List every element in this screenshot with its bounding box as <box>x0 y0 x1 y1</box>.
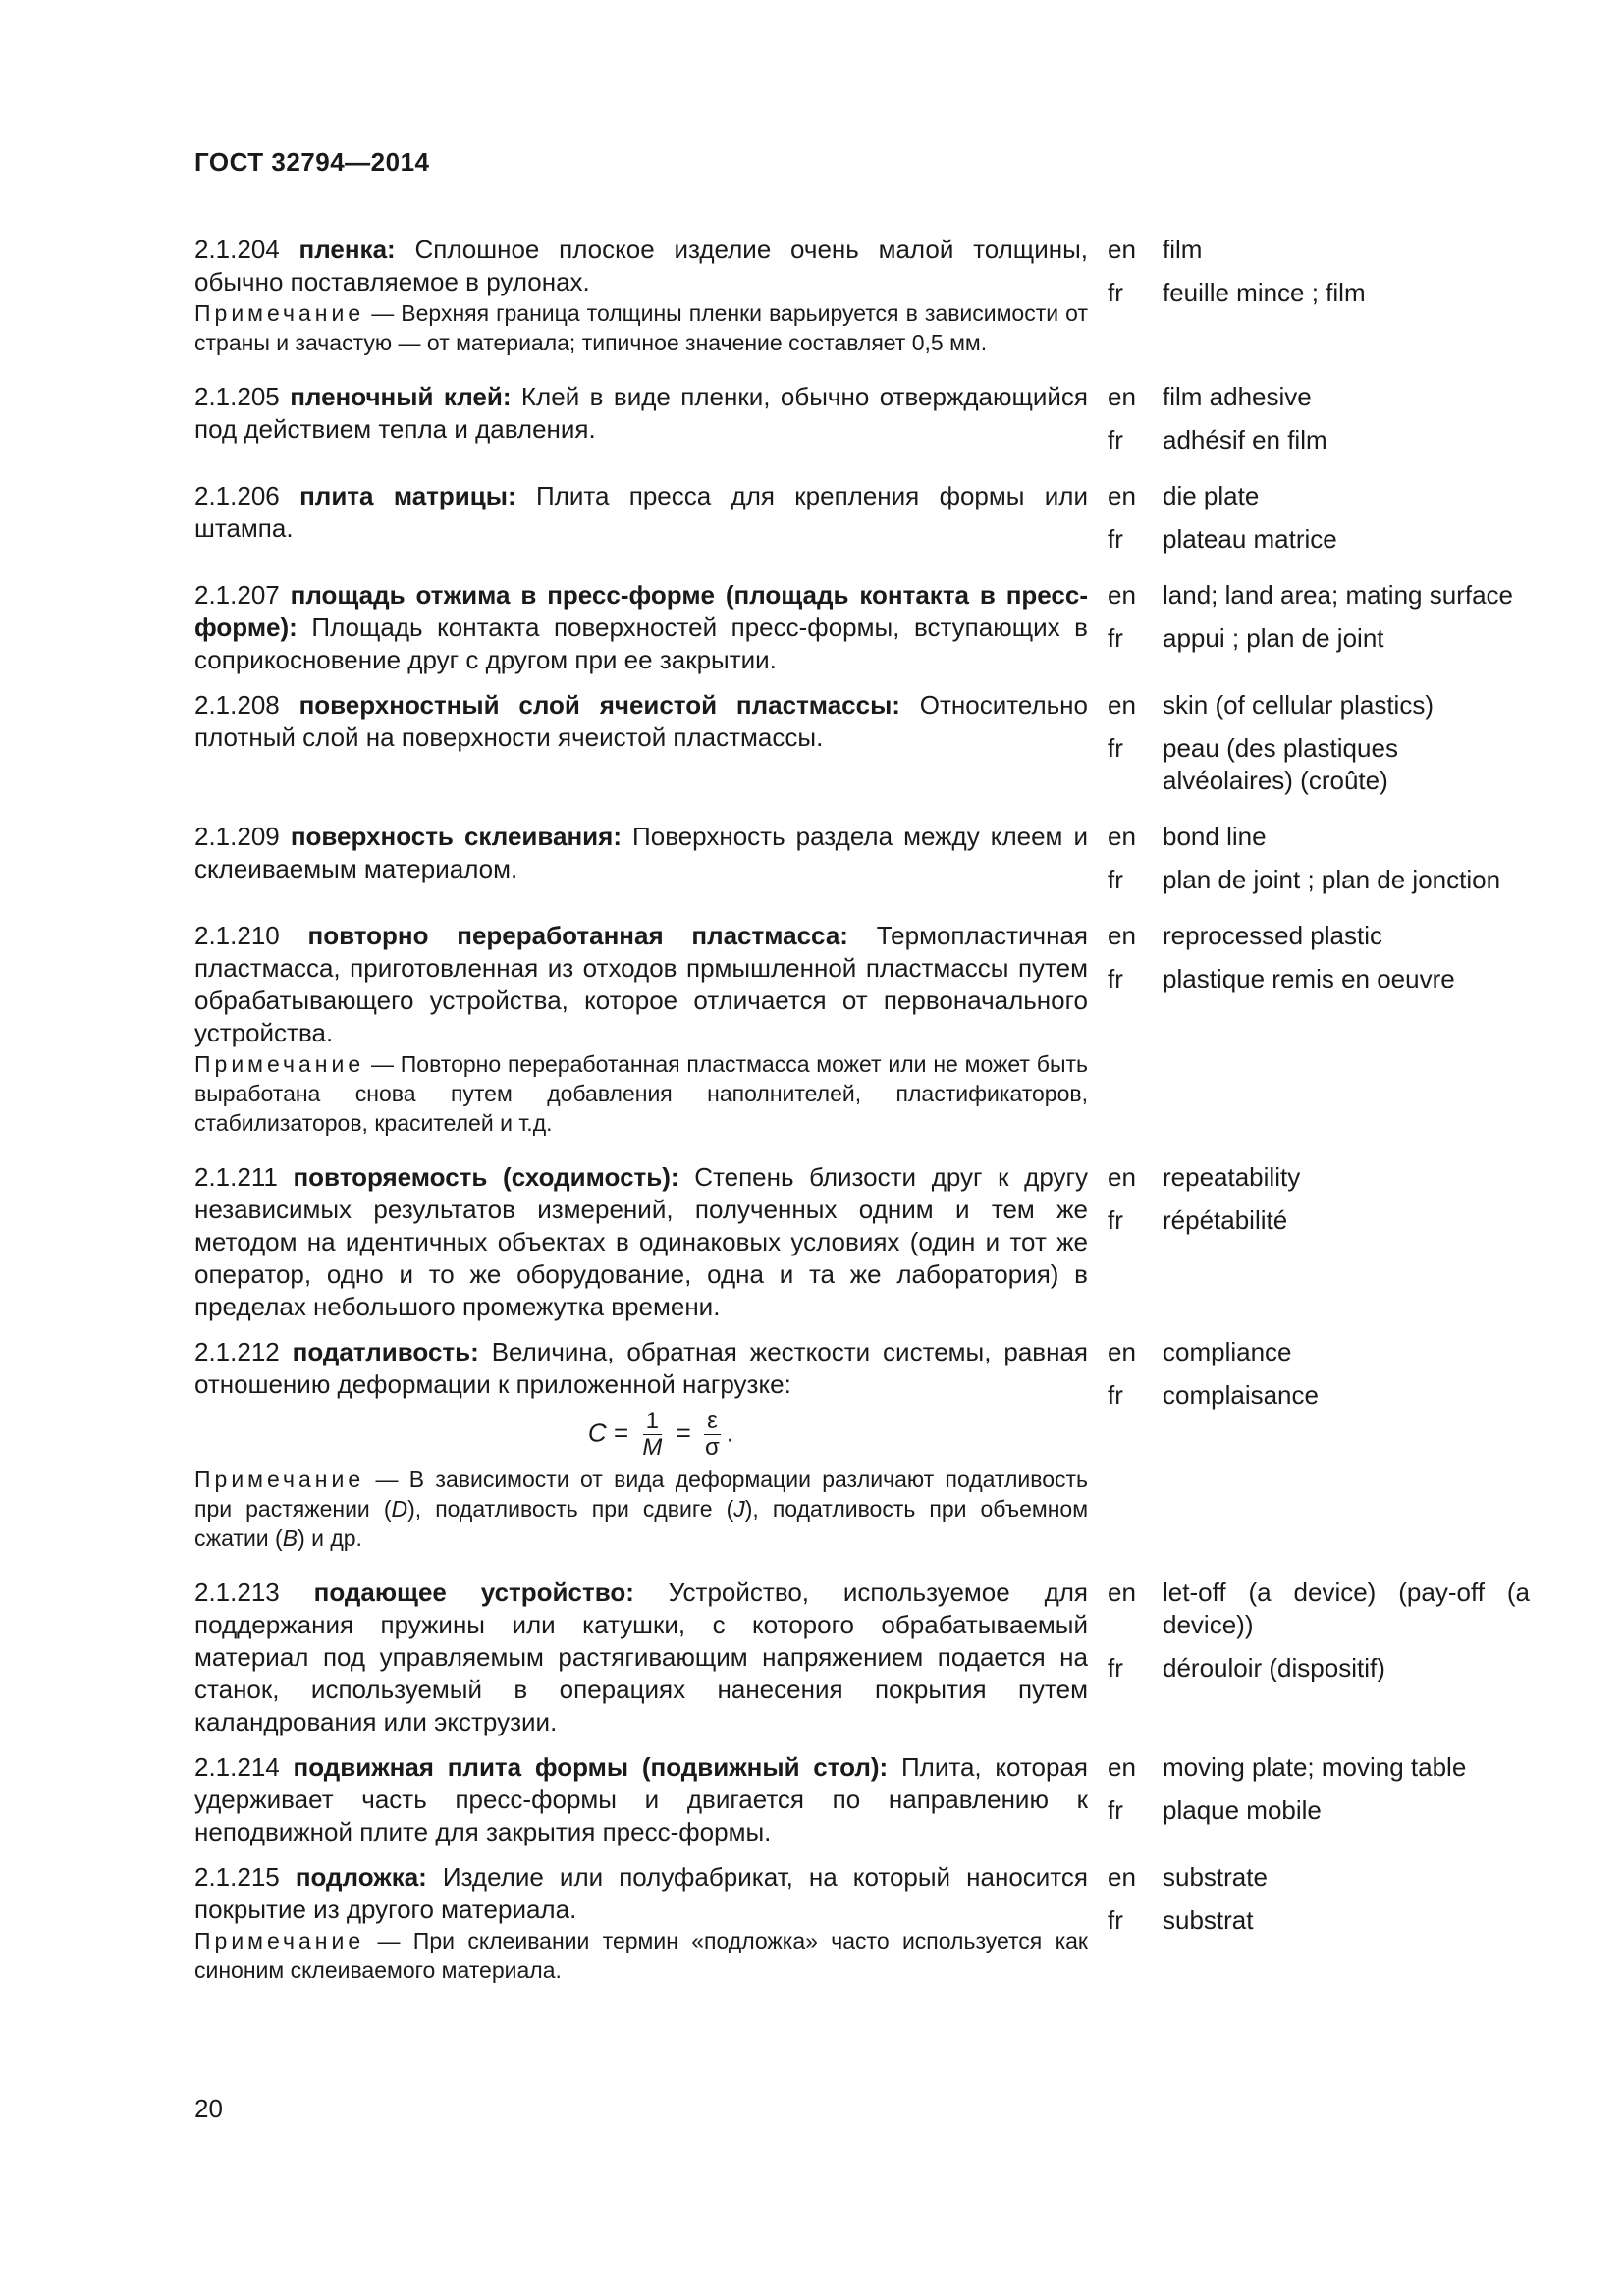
definition-column <box>194 234 1088 357</box>
definition-column <box>194 920 1088 1138</box>
definition-column <box>194 579 1088 676</box>
equivalents-column <box>1108 1161 1530 1248</box>
formula-equals: = <box>613 1417 629 1448</box>
lang-code: fr <box>1108 1905 1123 1935</box>
note-text: ) и др. <box>298 1525 362 1551</box>
equivalent-term: peau (des plastiques alvéolaires) (croûte) <box>1163 733 1398 795</box>
term-number: 2.1.210 <box>194 921 280 950</box>
definition-column <box>194 381 1088 446</box>
equivalents-column <box>1108 480 1530 566</box>
note <box>194 1049 1088 1138</box>
equivalents-column <box>1108 1861 1530 1948</box>
term-number: 2.1.213 <box>194 1577 280 1607</box>
equivalents-column <box>1108 579 1530 666</box>
equivalent-en <box>1108 821 1530 853</box>
note-text: ), податливость при сдвиге ( <box>407 1496 734 1522</box>
equivalent-term: feuille mince ; film <box>1163 278 1366 307</box>
lang-code: en <box>1108 690 1136 720</box>
term-entry-2-1-206 <box>194 480 1530 566</box>
note-variable: D <box>391 1496 408 1522</box>
equivalent-term: adhésif en film <box>1163 425 1327 454</box>
note-text: — При склеивании термин «подложка» часто используется как синоним склеиваемого материала. <box>194 1928 1088 1983</box>
equivalent-term: complaisance <box>1163 1380 1319 1410</box>
equivalent-fr <box>1108 277 1530 309</box>
term-entry-2-1-210 <box>194 920 1530 1138</box>
note-label: Примечание <box>194 300 365 326</box>
term-name: повторно переработанная пластмасса: <box>307 921 848 950</box>
lang-code: fr <box>1108 1205 1123 1235</box>
lang-code: fr <box>1108 1795 1123 1825</box>
equivalents-column <box>1108 1576 1530 1695</box>
equivalents-column <box>1108 381 1530 467</box>
term-number: 2.1.205 <box>194 382 280 411</box>
lang-code: en <box>1108 822 1136 851</box>
definition-column <box>194 689 1088 754</box>
definition-text <box>194 920 1088 1049</box>
note-label: Примечание <box>194 1051 365 1077</box>
equivalent-term: repeatability <box>1163 1162 1301 1192</box>
lang-code: fr <box>1108 865 1123 894</box>
definition-text <box>194 1861 1088 1926</box>
equivalent-term: compliance <box>1163 1337 1292 1366</box>
definition-text <box>194 1161 1088 1323</box>
term-name: повторяемость (сходимость): <box>293 1162 679 1192</box>
term-entry-2-1-204 <box>194 234 1530 357</box>
equivalent-fr <box>1108 732 1530 797</box>
term-number: 2.1.206 <box>194 481 280 510</box>
equivalent-en <box>1108 1861 1530 1894</box>
equivalents-column <box>1108 234 1530 320</box>
equivalent-term: plastique remis en oeuvre <box>1163 964 1455 993</box>
definition-text <box>194 1751 1088 1848</box>
equivalent-term: reprocessed plastic <box>1163 921 1382 950</box>
lang-code: fr <box>1108 425 1123 454</box>
equivalent-fr <box>1108 1794 1530 1827</box>
term-name: подающее устройство: <box>313 1577 634 1607</box>
term-entry-2-1-214 <box>194 1751 1530 1848</box>
term-number: 2.1.215 <box>194 1862 280 1892</box>
term-definition: Поверхность раздела между клеем и склеиваемым материалом. <box>194 822 1088 883</box>
note-text: — Верхняя граница толщины пленки варьируется в зависимости от страны и зачастую — от материала; типичное значение составляет 0,5 мм. <box>194 300 1088 355</box>
definition-column <box>194 1161 1088 1323</box>
term-name: подвижная плита формы (подвижный стол): <box>293 1752 889 1782</box>
term-definition: Относительно плотный слой на поверхности ячеистой пластмассы. <box>194 690 1088 752</box>
fraction-numerator: ε <box>704 1409 721 1435</box>
term-number: 2.1.209 <box>194 822 280 851</box>
term-definition: Степень близости друг к другу независимых результатов измерений, полученных одним и тем же методом на идентичных объектах в одинаковых условиях (один и тот же оператор, одно и то же оборудование, одна и та же лаборатория) в пределах небольшого промежутка времени. <box>194 1162 1088 1321</box>
equivalent-term: land; land area; mating surface <box>1163 580 1513 610</box>
equivalent-en <box>1108 1751 1530 1784</box>
note-text: ), податливость при объемном сжатии ( <box>194 1496 1089 1551</box>
equivalents-column <box>1108 1336 1530 1422</box>
term-entry-2-1-215 <box>194 1861 1530 1985</box>
equivalent-fr <box>1108 963 1530 995</box>
term-number: 2.1.212 <box>194 1337 280 1366</box>
definition-column <box>194 821 1088 885</box>
term-definition: Устройство, используемое для поддержания пружины или катушки, с которого обрабатываемый материал под управляемым растягивающим напряжением подается на станок, используемый в операциях нанесения покрытия путем каландрования или экструзии. <box>194 1577 1088 1736</box>
lang-code: en <box>1108 1162 1136 1192</box>
equivalent-en <box>1108 480 1530 512</box>
definition-column <box>194 1751 1088 1848</box>
terms-list <box>194 234 1530 1985</box>
equivalent-term: appui ; plan de joint <box>1163 623 1384 653</box>
definition-text <box>194 1336 1088 1401</box>
term-definition: Термопластичная пластмасса, приготовленная из отходов прмышленной пластмассы путем обрабатывающего устройства, которое отличается от первоначального устройства. <box>194 921 1088 1047</box>
equivalent-en <box>1108 689 1530 721</box>
lang-code: fr <box>1108 1380 1123 1410</box>
equivalent-term: substrat <box>1163 1905 1254 1935</box>
lang-code: en <box>1108 580 1136 610</box>
term-entry-2-1-205 <box>194 381 1530 467</box>
formula-lhs: C <box>587 1417 607 1448</box>
fraction-epsilon-over-sigma <box>702 1409 723 1461</box>
term-definition: Площадь контакта поверхностей пресс-формы, вступающих в соприкосновение друг с другом при ее закрытии. <box>194 613 1088 674</box>
lang-code: fr <box>1108 524 1123 554</box>
lang-code: fr <box>1108 1653 1123 1682</box>
equivalent-term: plan de joint ; plan de jonction <box>1163 865 1501 894</box>
term-definition: Сплошное плоское изделие очень малой толщины, обычно поставляемое в рулонах. <box>194 235 1088 296</box>
equivalent-term: skin (of cellular plastics) <box>1163 690 1434 720</box>
definition-text <box>194 234 1088 298</box>
term-number: 2.1.214 <box>194 1752 280 1782</box>
term-definition: Клей в виде пленки, обычно отверждающийся под действием тепла и давления. <box>194 382 1088 444</box>
formula-equals: = <box>676 1417 691 1448</box>
fraction-denominator: M <box>642 1434 663 1461</box>
definition-text <box>194 689 1088 754</box>
note-text: — Повторно переработанная пластмасса может или не может быть выработана снова путем добавления наполнителей, пластификаторов, стабилизаторов, красителей и т.д. <box>194 1051 1088 1136</box>
lang-code: fr <box>1108 733 1123 763</box>
compliance-formula <box>194 1401 1088 1465</box>
note-variable: B <box>282 1525 298 1551</box>
equivalent-fr <box>1108 622 1530 655</box>
definition-column <box>194 480 1088 545</box>
page-number: 20 <box>194 2094 223 2123</box>
equivalent-fr <box>1108 1379 1530 1412</box>
lang-code: en <box>1108 1862 1136 1892</box>
equivalent-term: substrate <box>1163 1862 1268 1892</box>
term-name: пленочный клей: <box>290 382 512 411</box>
note <box>194 1926 1088 1985</box>
equivalent-en <box>1108 1336 1530 1368</box>
definition-text <box>194 381 1088 446</box>
document-header: ГОСТ 32794—2014 <box>194 147 430 177</box>
equivalent-term: plateau matrice <box>1163 524 1337 554</box>
definition-column <box>194 1336 1088 1553</box>
equivalent-fr <box>1108 864 1530 896</box>
note-label: Примечание <box>194 1467 365 1492</box>
equivalent-en <box>1108 1576 1530 1641</box>
fraction-one-over-m <box>639 1409 665 1461</box>
term-number: 2.1.211 <box>194 1162 278 1192</box>
equivalent-en <box>1108 381 1530 413</box>
equivalent-term: plaque mobile <box>1163 1795 1322 1825</box>
lang-code: en <box>1108 1337 1136 1366</box>
equivalent-term: moving plate; moving table <box>1163 1752 1467 1782</box>
term-number: 2.1.207 <box>194 580 280 610</box>
term-name: подложка: <box>295 1862 427 1892</box>
term-definition: Величина, обратная жесткости системы, равная отношению деформации к приложенной нагрузке: <box>194 1337 1088 1399</box>
term-entry-2-1-211 <box>194 1161 1530 1323</box>
equivalent-en <box>1108 1161 1530 1194</box>
lang-code: en <box>1108 1752 1136 1782</box>
definition-column <box>194 1861 1088 1985</box>
definition-text <box>194 480 1088 545</box>
term-definition: Плита, которая удерживает часть пресс-формы и двигается по направлению к неподвижной плите для закрытия пресс-формы. <box>194 1752 1089 1846</box>
term-number: 2.1.204 <box>194 235 280 264</box>
note-label: Примечание <box>194 1928 365 1953</box>
formula-period: . <box>726 1417 734 1448</box>
note-text: — В зависимости от вида деформации различают податливость при растяжении ( <box>194 1467 1088 1522</box>
term-name: поверхностный слой ячеистой пластмассы: <box>298 690 900 720</box>
term-name: поверхность склеивания: <box>290 822 622 851</box>
equivalent-term: die plate <box>1163 481 1260 510</box>
equivalent-term: film adhesive <box>1163 382 1312 411</box>
equivalent-term: let-off (a device) (pay-off (a device)) <box>1163 1577 1530 1639</box>
lang-code: en <box>1108 235 1136 264</box>
equivalent-en <box>1108 579 1530 612</box>
fraction-numerator: 1 <box>643 1409 662 1435</box>
term-name: площадь отжима в пресс-форме (площадь контакта в пресс-форме): <box>194 580 1089 642</box>
term-name: плита матрицы: <box>299 481 516 510</box>
definition-text <box>194 1576 1088 1738</box>
term-name: пленка: <box>298 235 396 264</box>
equivalents-column <box>1108 821 1530 907</box>
equivalents-column <box>1108 1751 1530 1838</box>
term-entry-2-1-209 <box>194 821 1530 907</box>
note <box>194 298 1088 357</box>
lang-code: en <box>1108 481 1136 510</box>
lang-code: fr <box>1108 623 1123 653</box>
note-variable: J <box>733 1496 745 1522</box>
term-name: податливость: <box>292 1337 479 1366</box>
equivalent-fr <box>1108 1904 1530 1937</box>
equivalent-en <box>1108 920 1530 952</box>
term-definition: Изделие или полуфабрикат, на который наносится покрытие из другого материала. <box>194 1862 1088 1924</box>
equivalents-column <box>1108 689 1530 808</box>
lang-code: en <box>1108 1577 1136 1607</box>
definition-column <box>194 1576 1088 1738</box>
equivalent-fr <box>1108 424 1530 456</box>
fraction-denominator: σ <box>705 1434 720 1461</box>
equivalent-fr <box>1108 1204 1530 1237</box>
lang-code: en <box>1108 382 1136 411</box>
equivalent-fr <box>1108 1652 1530 1684</box>
definition-text <box>194 821 1088 885</box>
equivalent-term: film <box>1163 235 1203 264</box>
term-entry-2-1-213 <box>194 1576 1530 1738</box>
equivalents-column <box>1108 920 1530 1006</box>
equivalent-en <box>1108 234 1530 266</box>
note <box>194 1465 1088 1553</box>
term-entry-2-1-208 <box>194 689 1530 808</box>
equivalent-term: bond line <box>1163 822 1267 851</box>
term-entry-2-1-207 <box>194 579 1530 676</box>
term-definition: Плита пресса для крепления формы или штампа. <box>194 481 1088 543</box>
term-entry-2-1-212 <box>194 1336 1530 1553</box>
term-number: 2.1.208 <box>194 690 280 720</box>
equivalent-term: dérouloir (dispositif) <box>1163 1653 1385 1682</box>
lang-code: fr <box>1108 964 1123 993</box>
lang-code: fr <box>1108 278 1123 307</box>
definition-text <box>194 579 1088 676</box>
lang-code: en <box>1108 921 1136 950</box>
equivalent-fr <box>1108 523 1530 556</box>
equivalent-term: répétabilité <box>1163 1205 1288 1235</box>
